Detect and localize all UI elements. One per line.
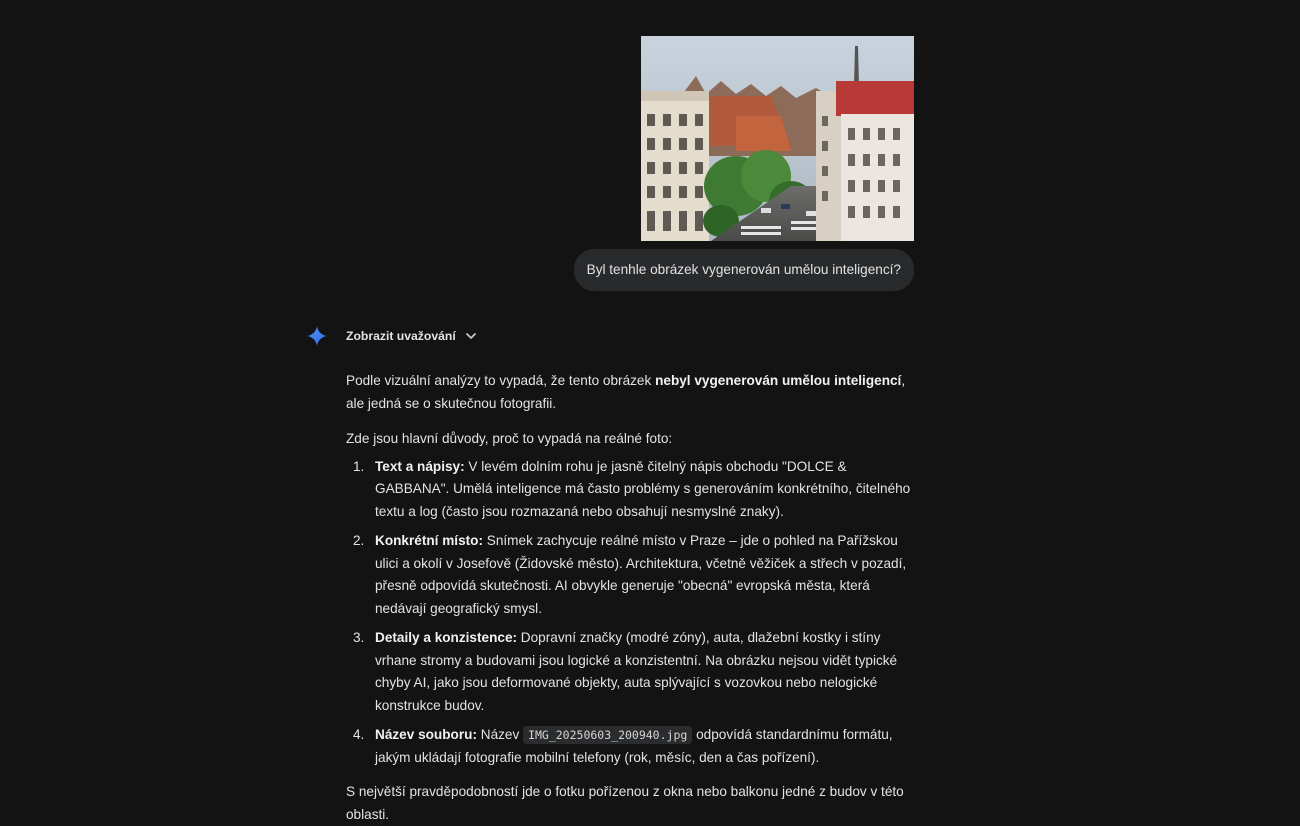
show-reasoning-toggle[interactable] [346, 325, 478, 347]
reasons-list [346, 456, 914, 770]
reasons-heading: Zde jsou hlavní důvody, proč to vypadá na reálné foto: [346, 431, 673, 446]
list-item: 2. Konkrétní místo: Snímek zachycuje reálné místo v Praze – jde o pohled na Pařížskou ulici a okolí v Josefově (Židovské město). Architektura, včetně věžiček a střech v pozadí, přesně odpovídá skutečnosti. AI obvykle generuje "obecná" evropská města, která nedávají geografický smysl. [353, 533, 907, 616]
list-item: 4. Název souboru: Název IMG_20250603_200940.jpg odpovídá standardnímu formátu, jakým ukládají fotografie mobilní telefony (rok, měsíc, den a čas pořízení). [353, 727, 893, 765]
user-message-bubble: Byl tenhle obrázek vygenerován umělou inteligencí? [574, 249, 914, 291]
list-item: 3. Detaily a konzistence: Dopravní značky (modré zóny), auta, dlažební kostky i stíny vrhane stromy a budovami jsou logické a konzistentní. Na obrázku nejsou vidět typické chyby AI, jako jsou deformované objekty, auta splývající s vozovkou nebo nelogické konstrukce budov. [353, 630, 898, 713]
show-reasoning-label: Zobrazit uvažování [346, 329, 456, 343]
model-response [346, 370, 914, 826]
filename-code: IMG_20250603_200940.jpg [523, 726, 692, 744]
user-uploaded-photo[interactable] [641, 36, 914, 241]
response-intro: Podle vizuální analýzy to vypadá, že tento obrázek nebyl vygenerován umělou inteligencí, ale jedná se o skutečnou fotografii. [346, 373, 906, 411]
list-item: 1. Text a nápisy: V levém dolním rohu je jasně čitelný nápis obchodu "DOLCE & GABBANA". Umělá inteligence má často problémy s generováním konkrétního, čitelného textu a log (často jsou rozmazaná nebo obsahují nesmyslné znaky). [353, 458, 911, 519]
prague-street-photo [641, 36, 914, 241]
response-conclusion: S největší pravděpodobností jde o fotku pořízenou z okna nebo balkonu jedné z budov v této oblasti. [346, 784, 904, 822]
chevron-down-icon [464, 329, 478, 343]
gemini-spark-icon [306, 325, 328, 347]
